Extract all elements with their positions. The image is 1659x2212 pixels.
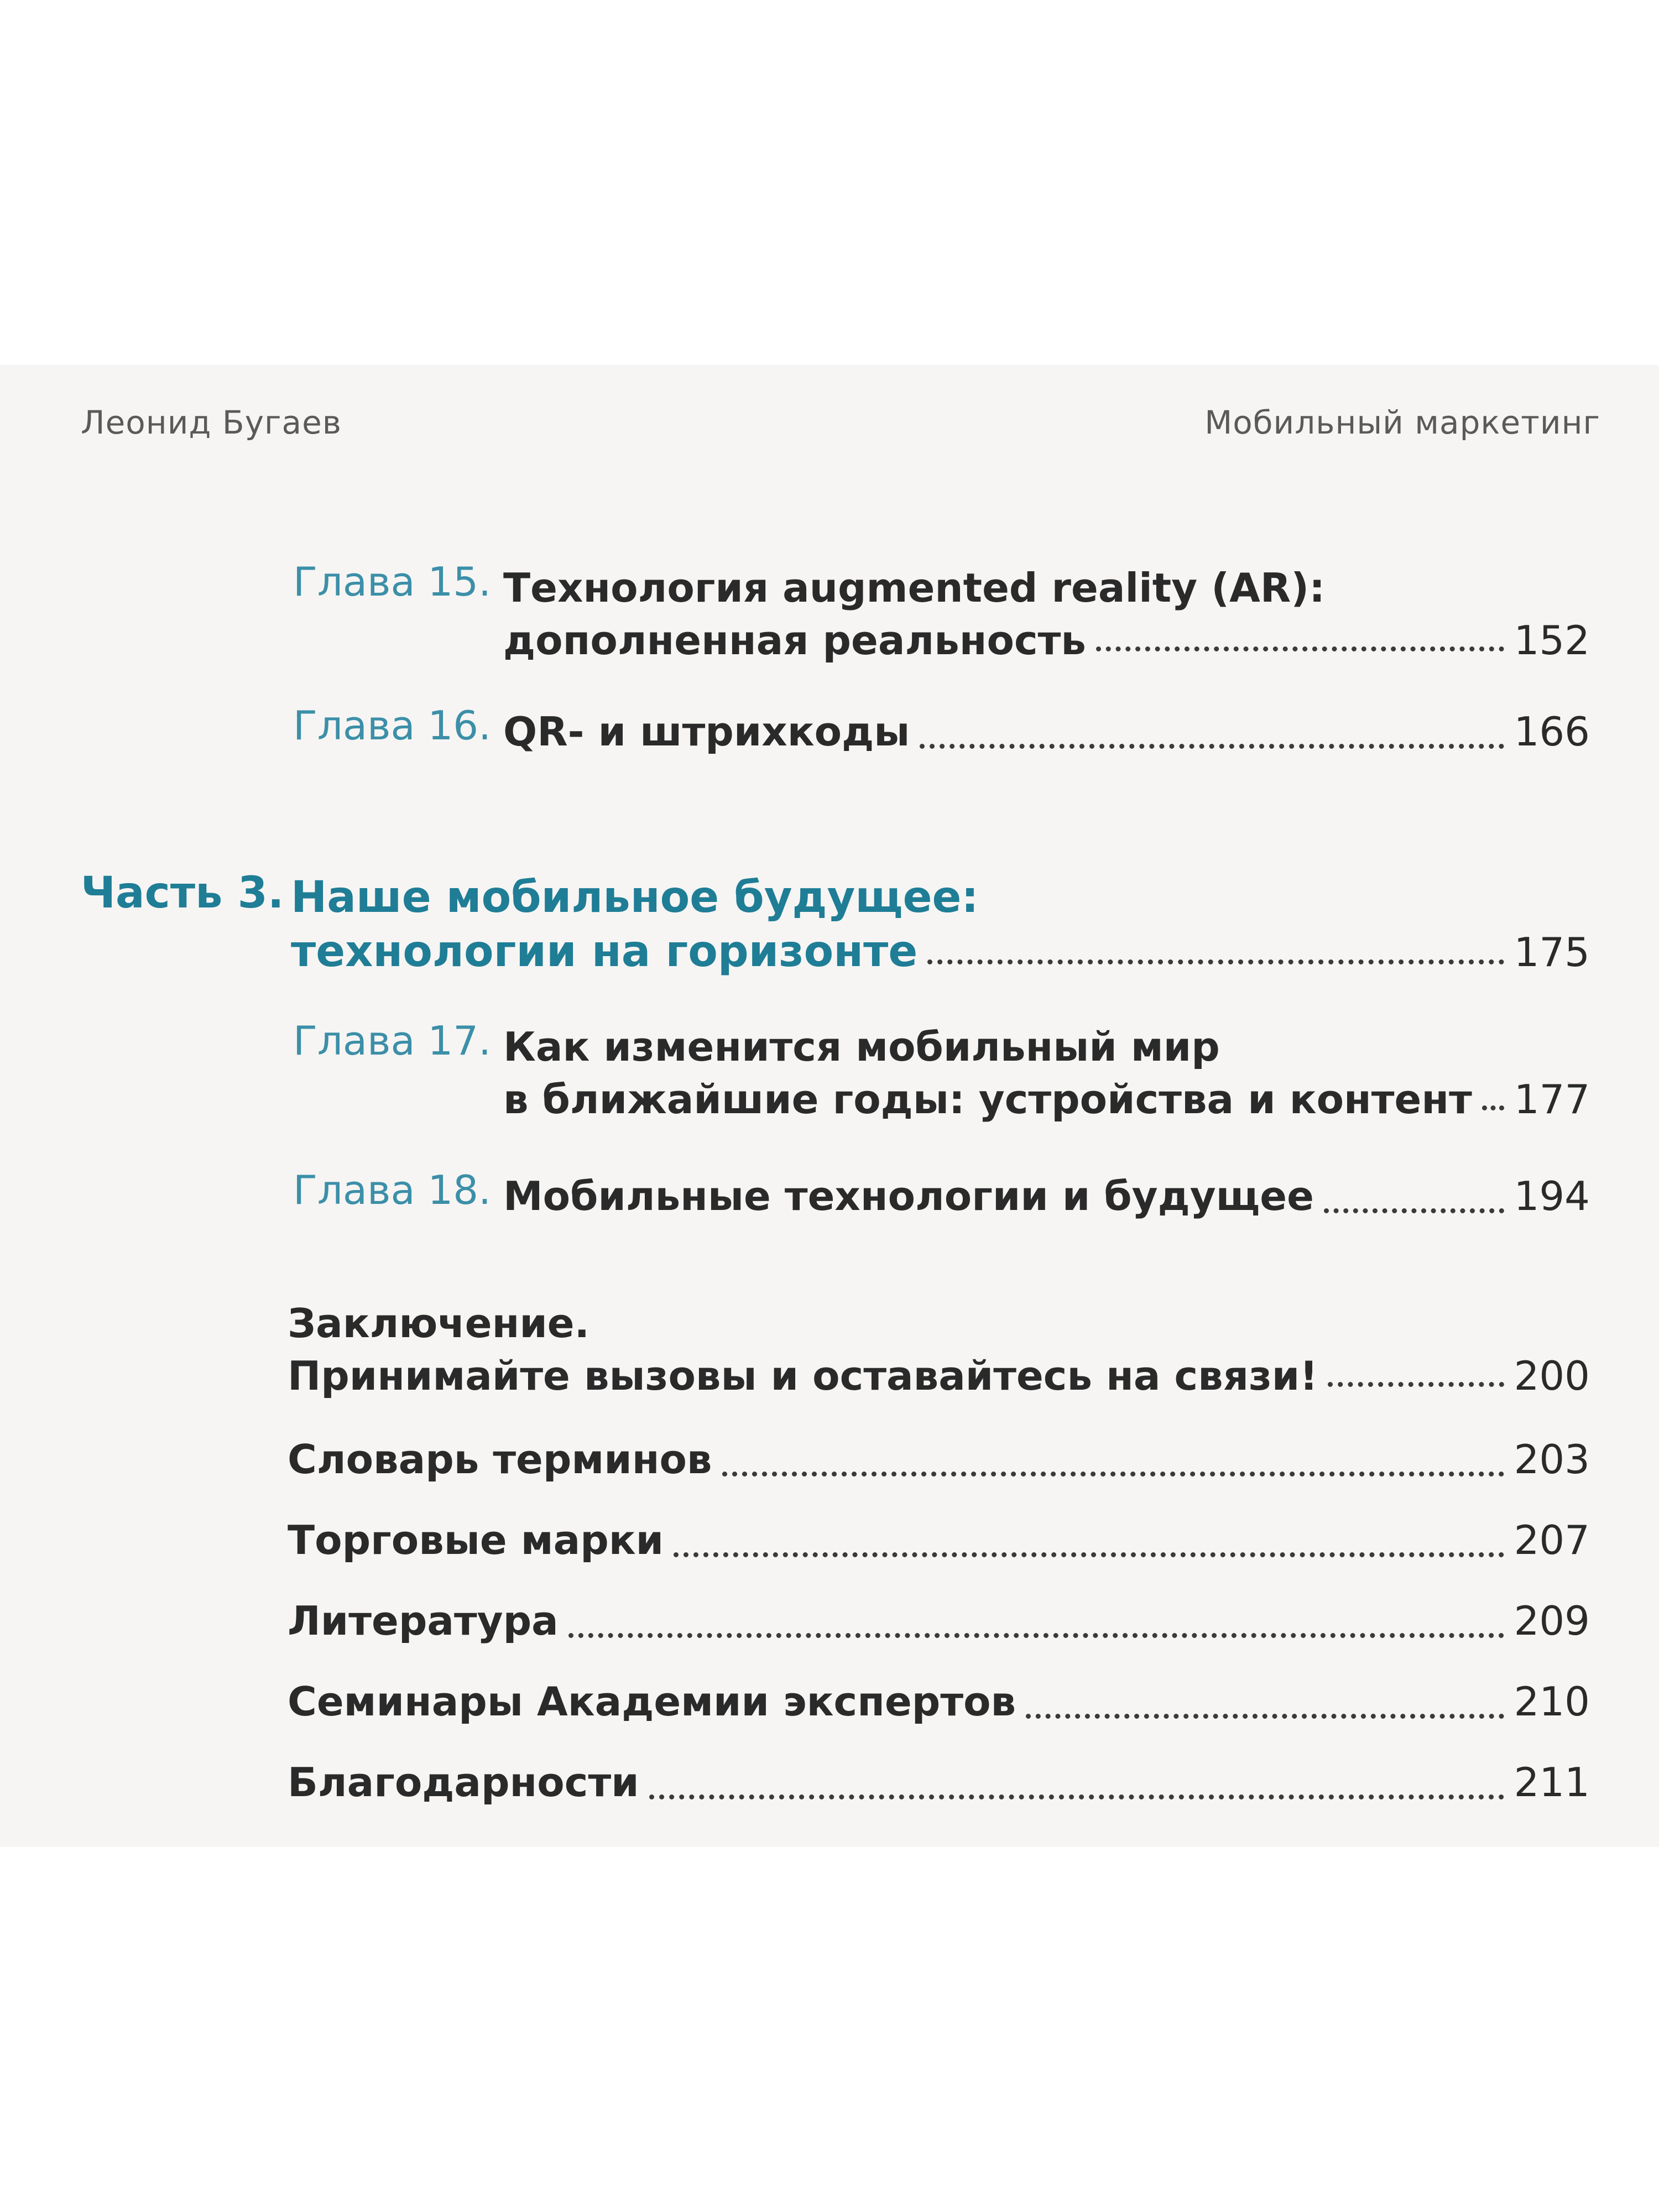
page-number: 200 [1514, 1353, 1590, 1399]
chapter-title-line: Мобильные технологии и будущее [503, 1173, 1314, 1219]
toc-entry-glossary[interactable] [288, 1430, 1590, 1489]
page-number: 203 [1514, 1436, 1590, 1483]
page-number: 207 [1514, 1517, 1590, 1563]
chapter-title-line: Технология augmented reality (AR): [503, 565, 1325, 611]
toc-entry-thanks[interactable] [288, 1753, 1590, 1812]
entry-title-line: Благодарности [288, 1759, 639, 1806]
entry-title-line: Принимайте вызовы и оставайтесь на связи! [288, 1353, 1318, 1399]
entry-title-line: Литература [288, 1598, 559, 1644]
page-number: 175 [1514, 929, 1590, 975]
dot-leader [1026, 1714, 1504, 1719]
toc-entry-chapter-15[interactable] [293, 559, 1590, 664]
toc-entry-chapter-17[interactable] [293, 1018, 1590, 1123]
chapter-label: Глава 15. [293, 559, 491, 605]
dot-leader [1096, 646, 1504, 651]
dot-leader [674, 1552, 1504, 1557]
toc-entry-seminars[interactable] [288, 1672, 1590, 1731]
toc-entry-chapter-18[interactable] [293, 1167, 1590, 1225]
dot-leader [568, 1633, 1504, 1638]
chapter-label: Глава 18. [293, 1167, 491, 1213]
page-number: 194 [1514, 1173, 1590, 1219]
page-number: 210 [1514, 1678, 1590, 1725]
running-head-title: Мобильный маркетинг [1204, 404, 1600, 441]
part-title-line: Наше мобильное будущее: [291, 873, 979, 922]
toc-entry-conclusion[interactable] [288, 1294, 1590, 1399]
toc-entry-chapter-16[interactable] [293, 702, 1590, 761]
entry-title-line: Заключение. [288, 1300, 589, 1347]
dot-leader [649, 1794, 1504, 1799]
chapter-title-line: дополненная реальность [503, 617, 1086, 664]
dot-leader [1482, 1105, 1504, 1110]
dot-leader [927, 959, 1504, 964]
dot-leader [1324, 1208, 1504, 1213]
dot-leader [920, 744, 1504, 749]
page-number: 211 [1514, 1759, 1590, 1806]
toc-entry-literature[interactable] [288, 1592, 1590, 1650]
part-label: Часть 3. [81, 868, 284, 918]
chapter-label: Глава 16. [293, 702, 491, 749]
entry-title-line: Торговые марки [288, 1517, 664, 1563]
dot-leader [722, 1472, 1504, 1477]
entry-title-line: Словарь терминов [288, 1436, 712, 1483]
dot-leader [1328, 1382, 1504, 1387]
entry-title-line: Семинары Академии экспертов [288, 1678, 1016, 1725]
page-number: 166 [1514, 708, 1590, 755]
chapter-title-line: в ближайшие годы: устройства и контент [503, 1076, 1472, 1123]
chapter-title-line: QR- и штрихкоды [503, 708, 910, 755]
chapter-label: Глава 17. [293, 1018, 491, 1064]
toc-entry-part-3[interactable] [81, 868, 1590, 977]
book-page [0, 365, 1659, 1847]
page-number: 152 [1514, 617, 1590, 664]
toc-entry-trademarks[interactable] [288, 1511, 1590, 1569]
running-head-author: Леонид Бугаев [81, 404, 342, 441]
chapter-title-line: Как изменится мобильный мир [503, 1024, 1220, 1070]
part-title-line: технологии на горизонте [291, 927, 918, 977]
page-number: 177 [1514, 1076, 1590, 1123]
page-number: 209 [1514, 1598, 1590, 1644]
